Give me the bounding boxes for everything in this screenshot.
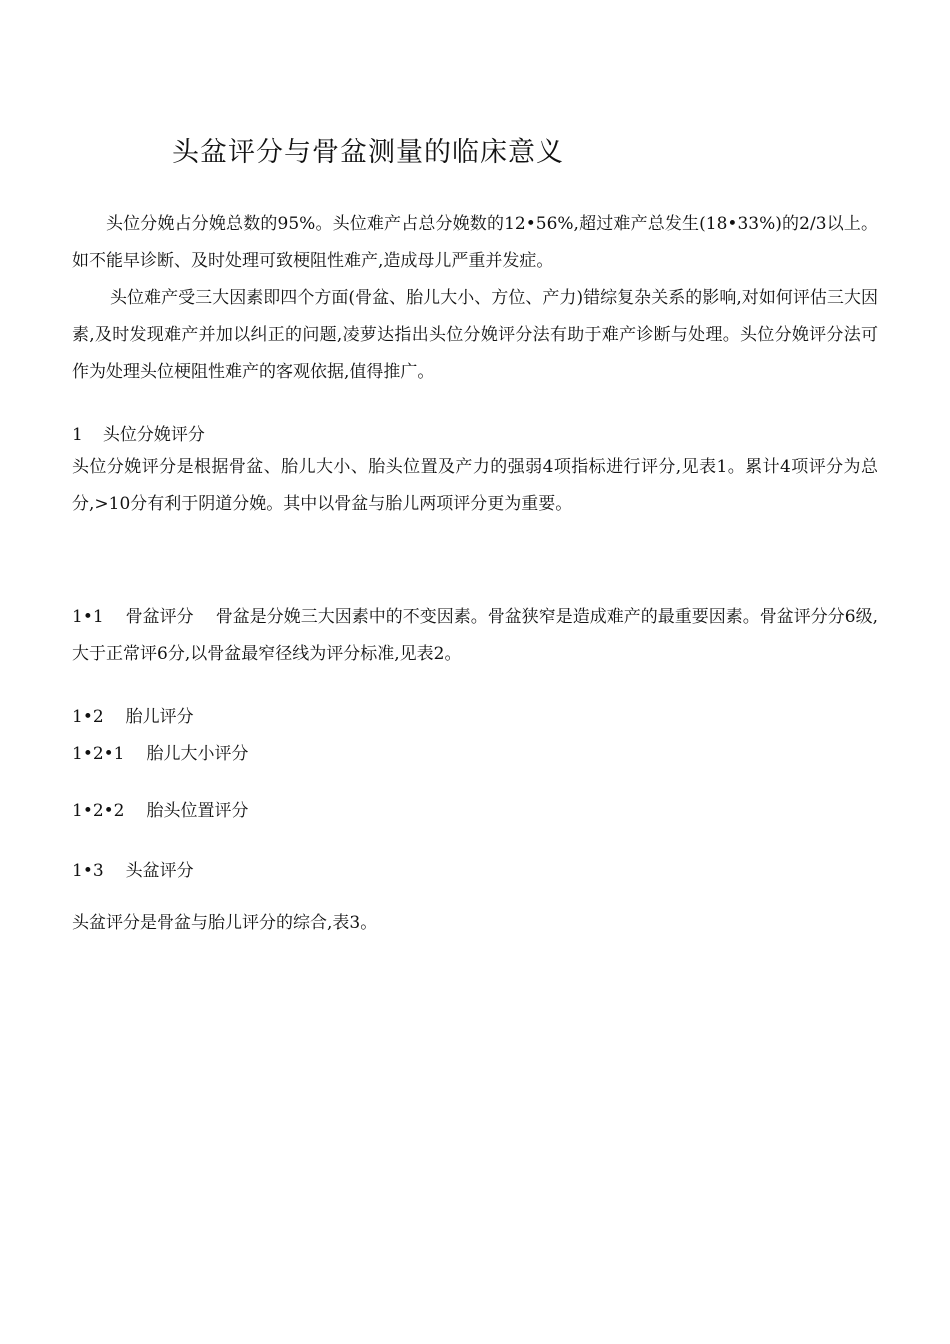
section-1-2-heading [72,702,194,727]
section-number: 1 [72,425,83,445]
section-body: 骨盆是分娩三大因素中的不变因素。骨盆狭窄是造成难产的最重要因素。骨盆评分分6级,大于正常评6分,以骨盆最窄径线为评分标准,见表2。 [72,607,879,664]
section-1-3-body: 头盆评分是骨盆与胎儿评分的综合,表3。 [72,913,378,933]
section-title: 胎儿大小评分 [146,744,249,764]
section-1-heading [72,420,205,445]
section-1-body: 头位分娩评分是根据骨盆、胎儿大小、胎头位置及产力的强弱4项指标进行评分,见表1。累计4项评分为总分,>10分有利于阴道分娩。其中以骨盆与胎儿两项评分更为重要。 [72,457,878,514]
section-1-3-heading [72,856,194,881]
intro-paragraph-1: 头位分娩占分娩总数的95%。头位难产占总分娩数的12•56%,超过难产总发生(18•33%)的2/3以上。如不能早诊断、及时处理可致梗阻性难产,造成母儿严重并发症。 [72,214,878,271]
section-title: 骨盆评分 [125,607,194,627]
section-title: 头位分娩评分 [102,425,205,445]
section-title: 头盆评分 [125,861,194,881]
section-1-1-paragraph [72,599,878,673]
section-number: 1•2 [72,707,104,727]
section-title: 胎头位置评分 [146,801,249,821]
intro-paragraph-2: 头位难产受三大因素即四个方面(骨盆、胎儿大小、方位、产力)错综复杂关系的影响,对如何评估三大因素,及时发现难产并加以纠正的问题,凌萝达指出头位分娩评分法有助于难产诊断与处理。头位分娩评分法可作为处理头位梗阻性难产的客观依据,值得推广。 [72,288,878,382]
section-number: 1•1 [72,607,104,627]
section-1-2-2-heading [72,796,249,821]
section-number: 1•2•2 [72,801,125,821]
document-title: 头盆评分与骨盆测量的临床意义 [172,137,564,168]
section-title: 胎儿评分 [125,707,194,727]
section-number: 1•3 [72,861,104,881]
section-number: 1•2•1 [72,744,125,764]
section-1-2-1-heading [72,739,249,764]
